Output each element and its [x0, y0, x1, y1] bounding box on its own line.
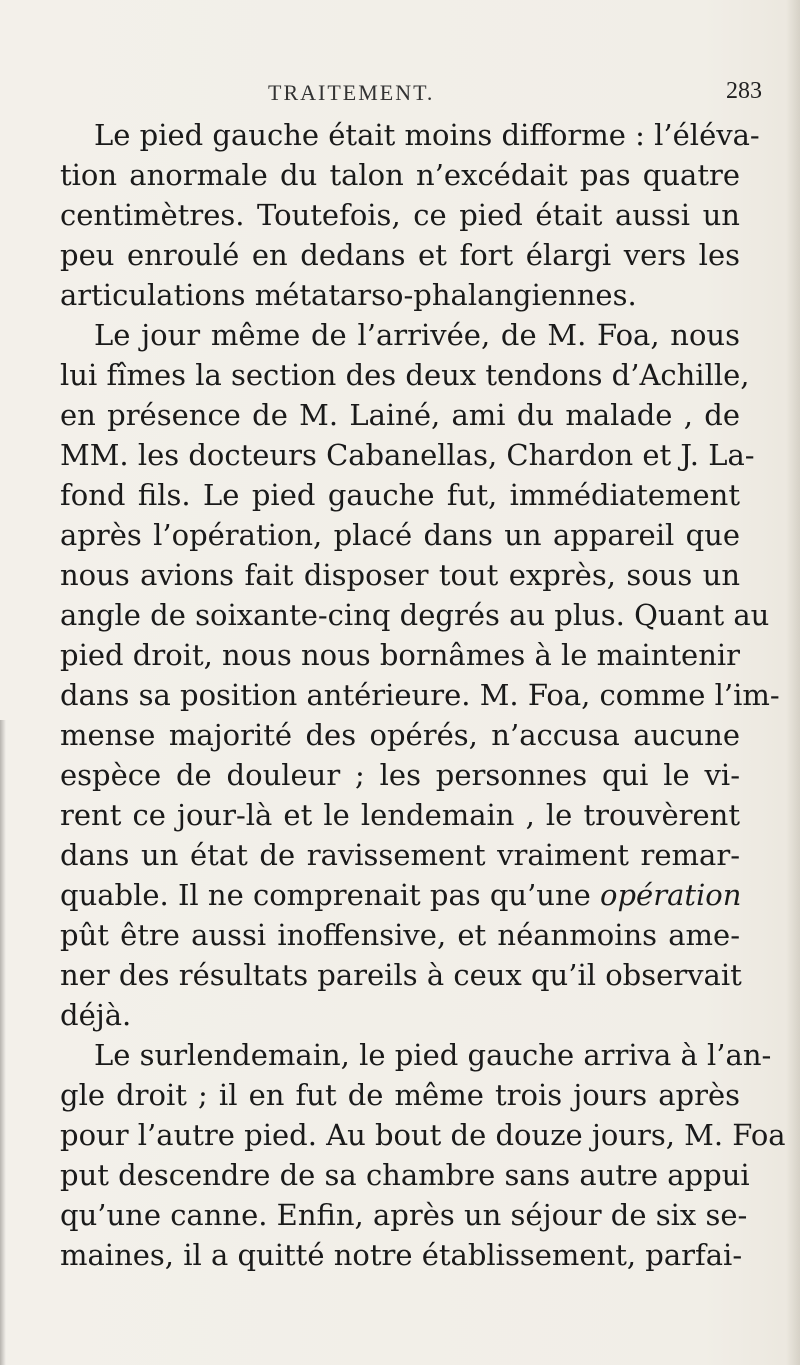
page-edge-shadow: [0, 720, 6, 1365]
text-line: après l’opération, placé dans un appareil que: [60, 518, 740, 552]
text-line: pour l’autre pied. Au bout de douze jours, M. Foa: [60, 1118, 786, 1152]
text-line: mense majorité des opérés, n’accusa aucune: [60, 718, 740, 752]
text-line: qu’une canne. Enfin, après un séjour de six se-: [60, 1198, 748, 1232]
text-line: pût être aussi inoffensive, et néanmoins ame-: [60, 918, 740, 952]
text-line: ner des résultats pareils à ceux qu’il observait: [60, 958, 742, 992]
text-line: rent ce jour-là et le lendemain , le trouvèrent: [60, 798, 740, 832]
text-line: tion anormale du talon n’excédait pas quatre: [60, 158, 740, 192]
page-header: [0, 76, 800, 116]
text-line: Le pied gauche était moins difforme : l’éléva-: [94, 118, 760, 152]
text-line: fond fils. Le pied gauche fut, immédiatement: [60, 478, 740, 512]
text-line: lui fîmes la section des deux tendons d’Achille,: [60, 358, 750, 392]
text-line: en présence de M. Lainé, ami du malade , de: [60, 398, 740, 432]
text-line: gle droit ; il en fut de même trois jours après: [60, 1078, 740, 1112]
text-line: peu enroulé en dedans et fort élargi vers les: [60, 238, 740, 272]
text-line: angle de soixante-cinq degrés au plus. Quant au: [60, 598, 770, 632]
text-line: put descendre de sa chambre sans autre appui: [60, 1158, 750, 1192]
body-text: [60, 115, 786, 1275]
text-line: maines, il a quitté notre établissement, parfai-: [60, 1238, 743, 1272]
text-line: dans un état de ravissement vraiment remar-: [60, 838, 740, 872]
text-line: espèce de douleur ; les personnes qui le vi-: [60, 758, 740, 792]
italic-word: opération: [600, 878, 742, 912]
page-number: 283: [726, 78, 762, 104]
text-line: nous avions fait disposer tout exprès, sous un: [60, 558, 740, 592]
text-line: pied droit, nous nous bornâmes à le maintenir: [60, 638, 741, 672]
text-line: centimètres. Toutefois, ce pied était aussi un: [60, 198, 740, 232]
running-head: TRAITEMENT.: [268, 80, 435, 105]
text-line: dans sa position antérieure. M. Foa, comme l’im-: [60, 678, 780, 712]
text-line: déjà.: [60, 998, 132, 1032]
text-line: MM. les docteurs Cabanellas, Chardon et J. La-: [60, 438, 755, 472]
text-line: Le jour même de l’arrivée, de M. Foa, nous: [94, 318, 740, 352]
text-line: Le surlendemain, le pied gauche arriva à l’an-: [94, 1038, 772, 1072]
text-line: articulations métatarso-phalangiennes.: [60, 278, 637, 312]
text-segment: quable. Il ne comprenait pas qu’une: [60, 878, 591, 912]
text-line: [60, 875, 740, 915]
page-right-edge: [786, 0, 800, 1365]
